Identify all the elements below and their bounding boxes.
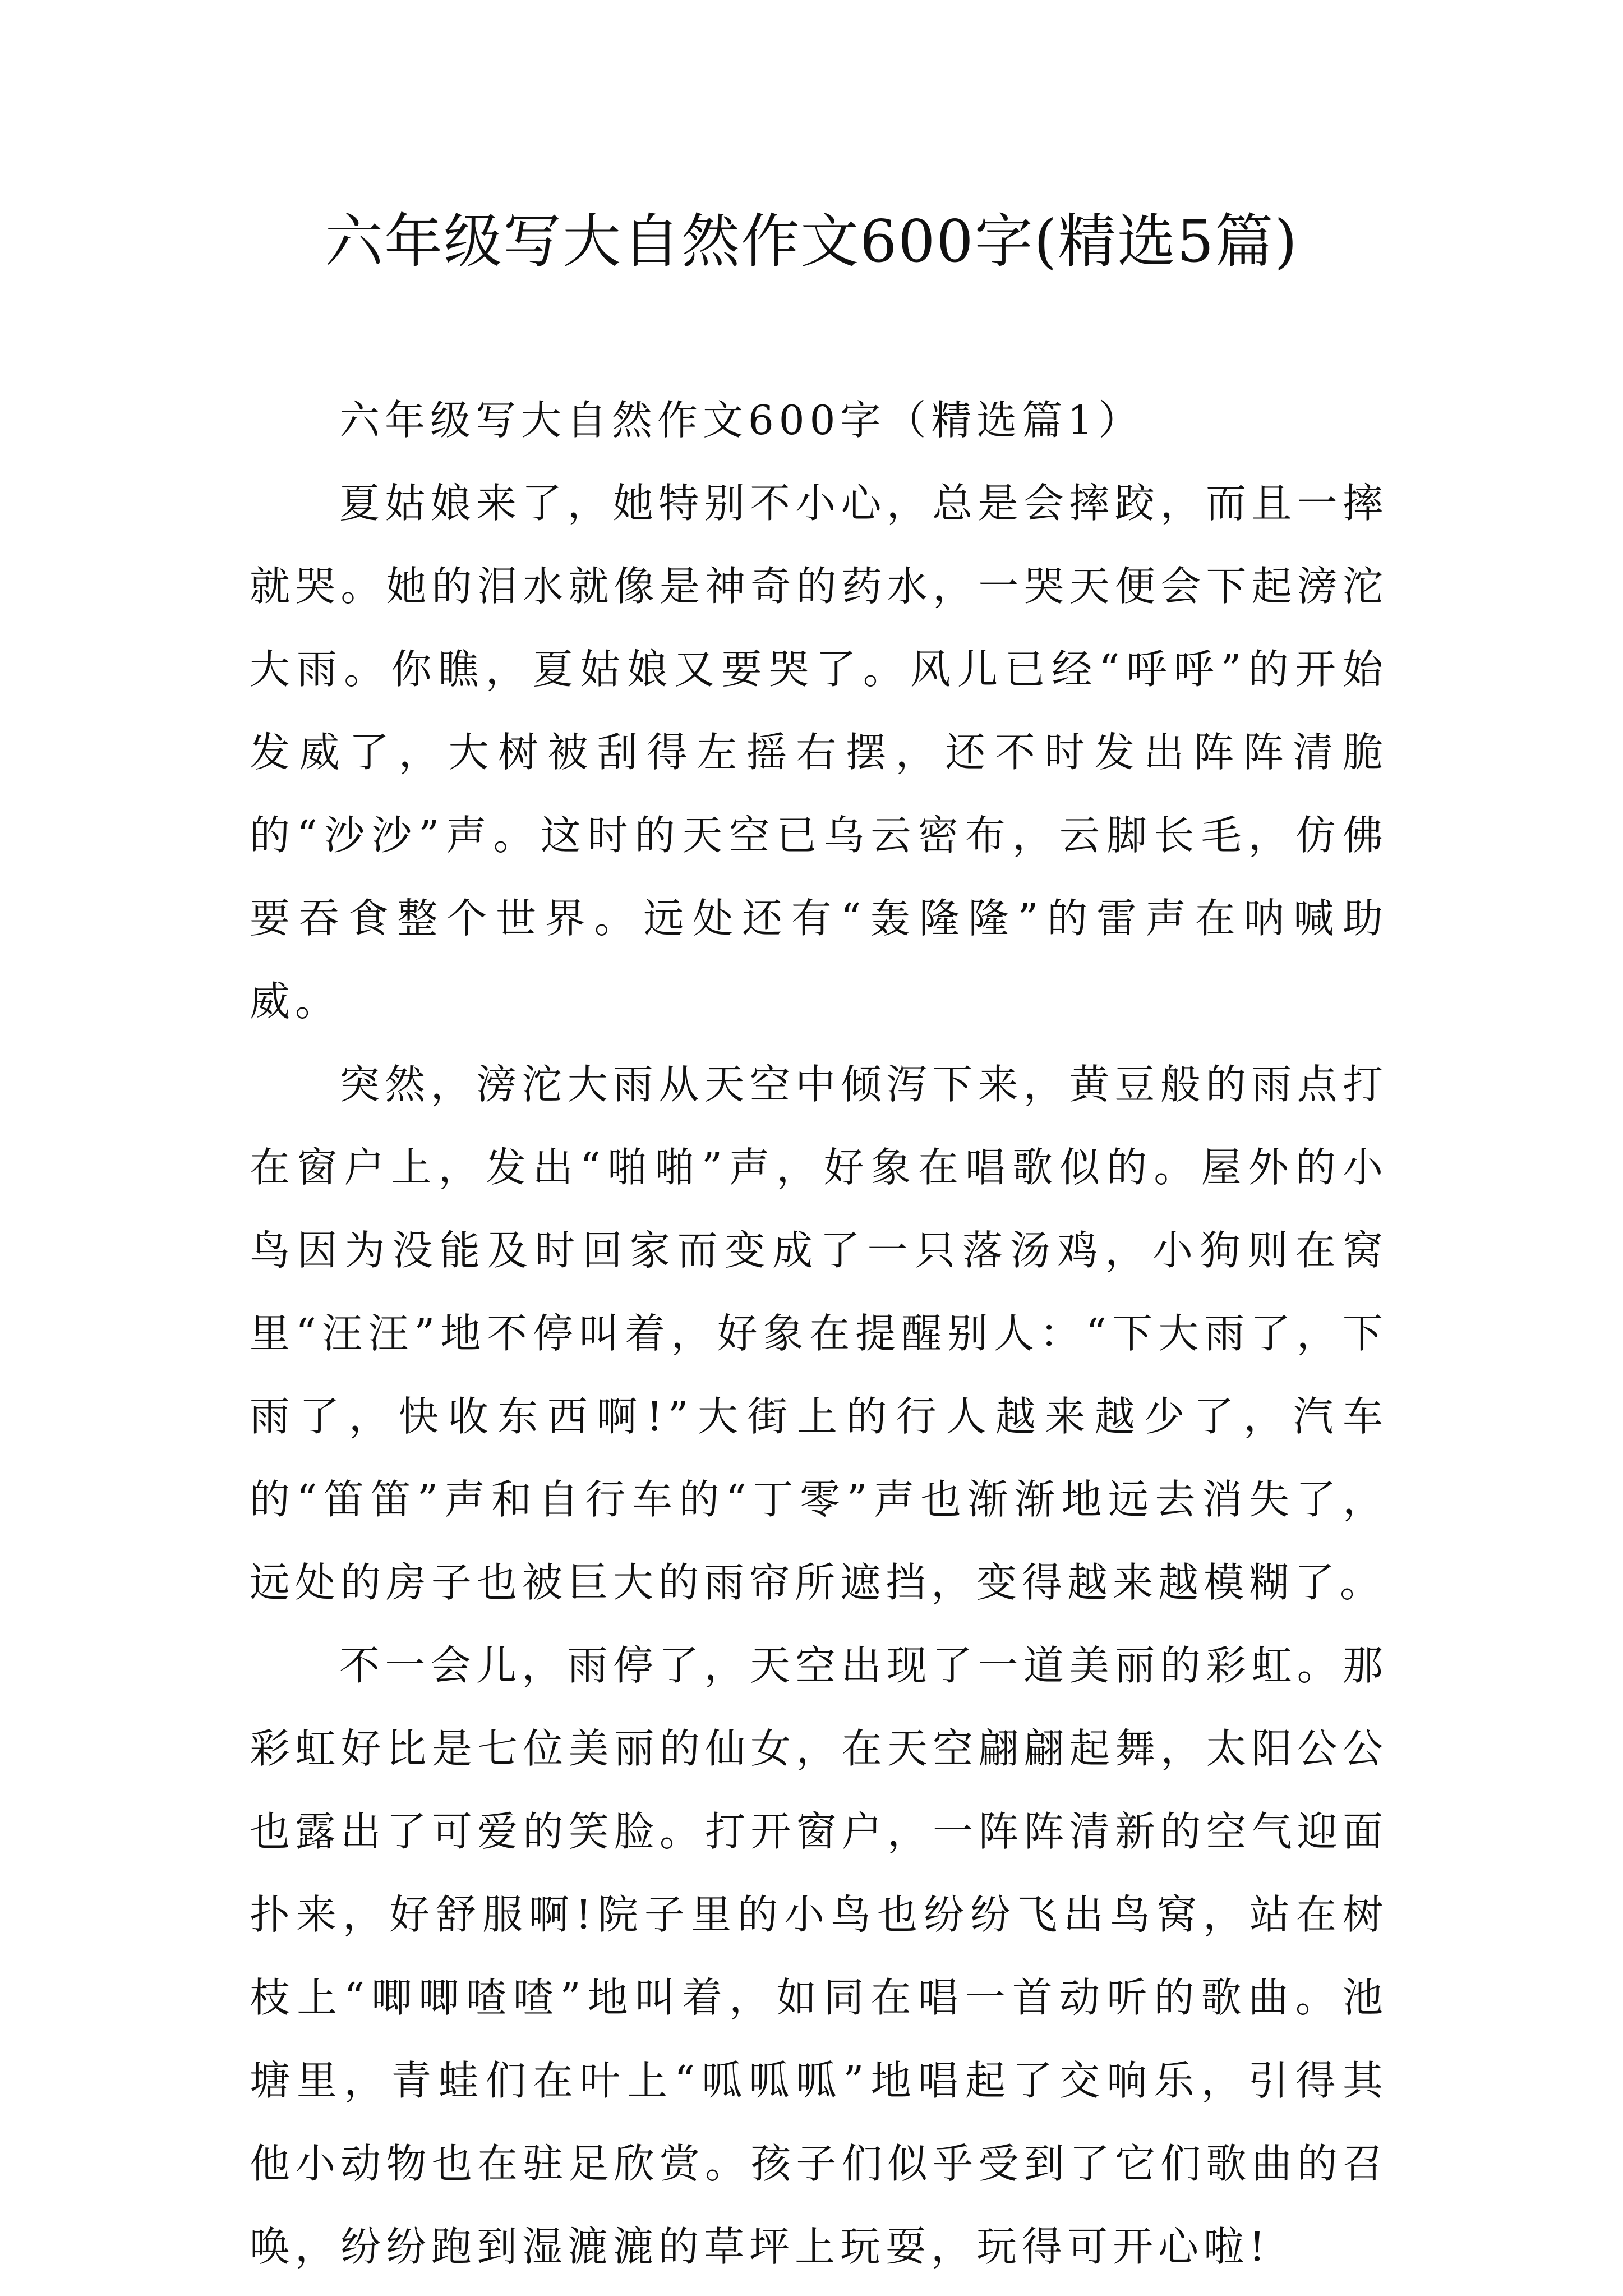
section-heading: 六年级写大自然作文600字（精选篇1） (339, 397, 1144, 444)
paragraph: 夏姑娘来了，她特别不小心，总是会摔跤，而且一摔就哭。她的泪水就像是神奇的药水，一哭天便会下起滂沱大雨。你瞧，夏姑娘又要哭了。风儿已经“呼呼”的开始发威了，大树被刮得左摇右摆，还不时发出阵阵清脆的“沙沙”声。这时的天空已乌云密布，云脚长毛，仿佛要吞食整个世界。远处还有“轰隆隆”的雷声在呐喊助威。 (250, 480, 1388, 1025)
document-title: 六年级写大自然作文600字(精选5篇) (325, 207, 1298, 275)
document-body (250, 379, 1388, 2288)
paragraph: 不一会儿，雨停了，天空出现了一道美丽的彩虹。那彩虹好比是七位美丽的仙女，在天空翩翩起舞，太阳公公也露出了可爱的笑脸。打开窗户，一阵阵清新的空气迎面扑来，好舒服啊!院子里的小鸟也纷纷飞出鸟窝，站在树枝上“唧唧喳喳”地叫着，如同在唱一首动听的歌曲。池塘里，青蛙们在叶上“呱呱呱”地唱起了交响乐，引得其他小动物也在驻足欣赏。孩子们似乎受到了它们歌曲的召唤，纷纷跑到湿漉漉的草坪上玩耍，玩得可开心啦! (250, 1642, 1388, 2270)
paragraph: 突然，滂沱大雨从天空中倾泻下来，黄豆般的雨点打在窗户上，发出“啪啪”声，好象在唱歌似的。屋外的小鸟因为没能及时回家而变成了一只落汤鸡，小狗则在窝里“汪汪”地不停叫着，好象在提醒别人：“下大雨了，下雨了，快收东西啊!”大街上的行人越来越少了，汽车的“笛笛”声和自行车的“丁零”声也渐渐地远去消失了，远处的房子也被巨大的雨帘所遮挡，变得越来越模糊了。 (250, 1061, 1388, 1606)
